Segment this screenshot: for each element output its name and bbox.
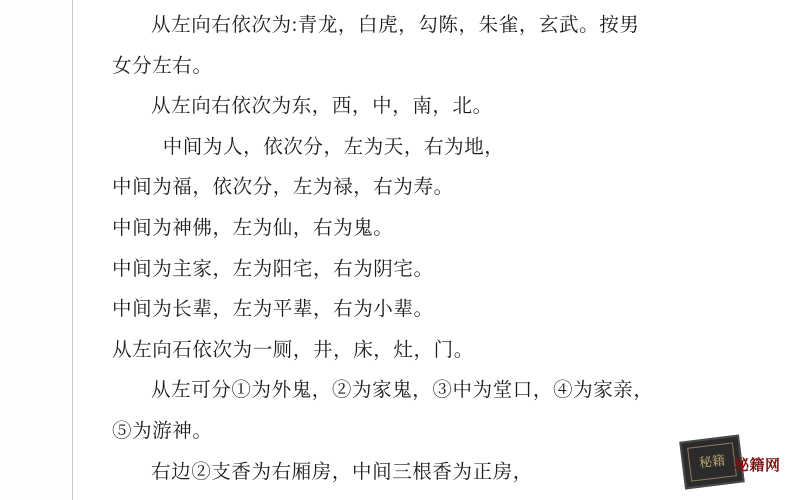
- document-body: [112, 6, 702, 493]
- paragraph: 中间为神佛，左为仙，右为鬼。: [112, 217, 394, 239]
- left-margin: [0, 0, 72, 500]
- paragraph: 从左向石依次为一厕，井，床，灶，门。: [112, 339, 474, 361]
- paragraph: 从左向右依次为东，西，中，南，北。: [151, 96, 493, 118]
- page-binding-rule: [72, 0, 73, 500]
- paragraph: 中间为福，依次分，左为禄，右为寿。: [112, 177, 454, 199]
- paragraph: 中间为长辈，左为平辈，右为小辈。: [112, 299, 434, 321]
- stamp-label: 秘籍: [687, 442, 737, 481]
- watermark-site-label: 秘籍网: [734, 458, 781, 474]
- paragraph: 从左可分①为外鬼，②为家鬼，③中为堂口，④为家亲，: [151, 380, 654, 402]
- paragraph: 从左向右依次为:青龙，白虎，勾陈，朱雀，玄武。按男: [151, 15, 640, 36]
- watermark: [682, 438, 790, 492]
- paragraph: 中间为主家，左为阳宅，右为阴宅。: [112, 258, 434, 280]
- paragraph: 中间为人，依次分，左为天，右为地，: [162, 136, 505, 158]
- paragraph: ⑤为游神。: [112, 420, 213, 442]
- paragraph: 右边②支香为右厢房，中间三根香为正房，: [151, 461, 533, 483]
- paragraph: 女分左右。: [112, 55, 213, 77]
